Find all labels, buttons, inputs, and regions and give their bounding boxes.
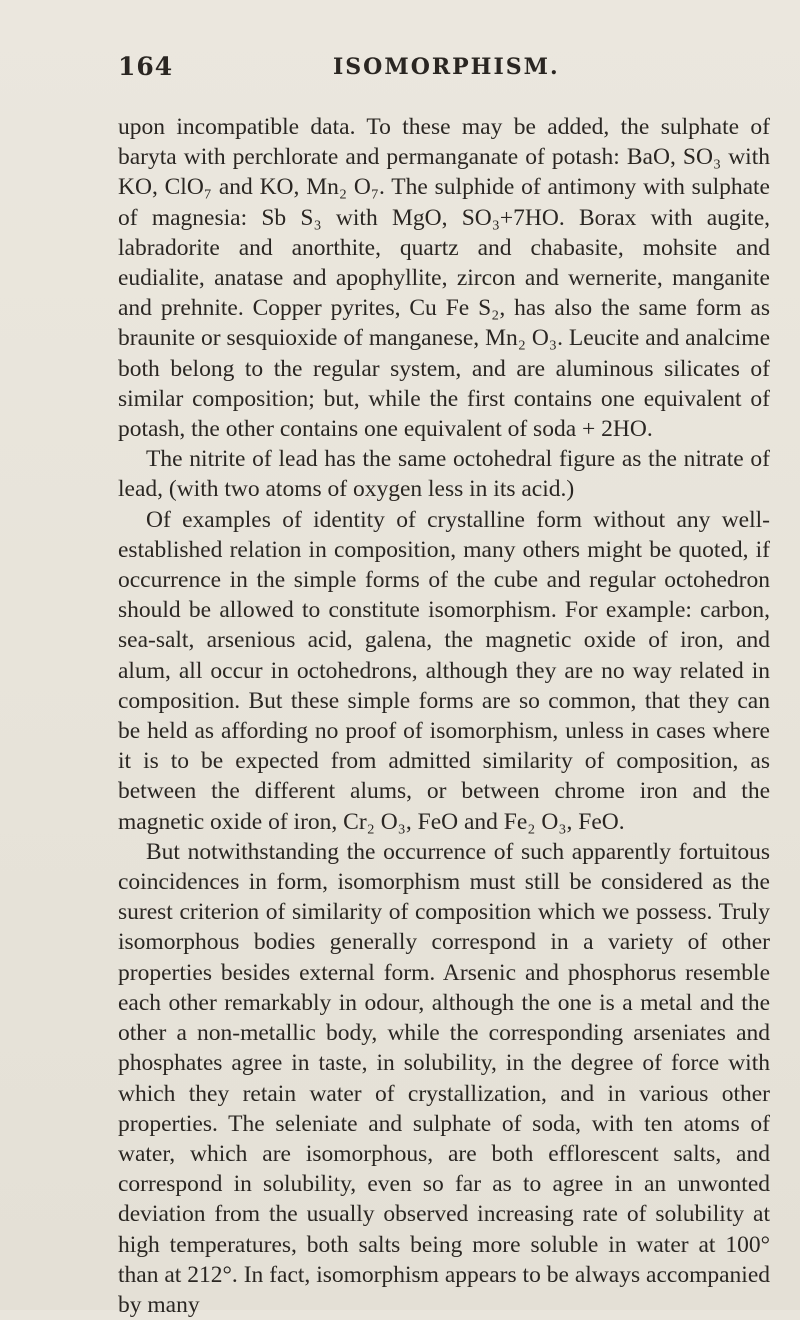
- page-number: 164: [118, 52, 174, 81]
- body-text: [118, 112, 770, 1320]
- running-head: ISOMORPHISM.: [333, 54, 560, 80]
- paragraph-1: upon incompatible data. To these may be added, the sulphate of baryta with perchlorate and permanganate of potash: BaO, SO₃ with KO, ClO₇ and KO, Mn₂ O₇. The sulphide of antimony with sulphate of magnesia: Sb S₃ with MgO, SO₃+7HO. Borax with augite, labradorite and anorthite, quartz and chabasite, mohsite and eudialite, anatase and apophyllite, zircon and wernerite, manganite and prehnite. Copper pyrites, Cu Fe S₂, has also the same form as braunite or sesquioxide of manganese, Mn₂ O₃. Leucite and analcime both belong to the regular system, and are aluminous silicates of similar composition; but, while the first contains one equivalent of potash, the other contains one equivalent of soda + 2HO.: [118, 114, 770, 443]
- paragraph-3: Of examples of identity of crystalline form without any well-established relation in composition, many others might be quoted, if occurrence in the simple forms of the cube and regular octohedron should be allowed to constitute isomorphism. For example: carbon, sea-salt, arsenious acid, galena, the magnetic oxide of iron, and alum, all occur in octohedrons, although they are no way related in composition. But these simple forms are so common, that they can be held as affording no proof of isomorphism, unless in cases where it is to be expected from admitted similarity of composition, as between the different alums, or between chrome iron and the magnetic oxide of iron, Cr₂ O₃, FeO and Fe₂ O₃, FeO.: [118, 506, 770, 835]
- page-header: [118, 52, 760, 92]
- paragraph-2: The nitrite of lead has the same octohedral figure as the nitrate of lead, (with two atoms of oxygen less in its acid.): [118, 446, 770, 503]
- paragraph-4: But notwithstanding the occurrence of such apparently fortuitous coincidences in form, isomorphism must still be considered as the surest criterion of similarity of composition which we possess. Truly isomorphous bodies generally correspond in a variety of other properties besides external form. Arsenic and phosphorus resemble each other remarkably in odour, although the one is a metal and the other a non-metallic body, while the corresponding arseniates and phosphates agree in taste, in solubility, in the degree of force with which they retain water of crystallization, and in various other properties. The seleniate and sulphate of soda, with ten atoms of water, which are isomorphous, are both efflorescent salts, and correspond in solubility, even so far as to agree in an unwonted deviation from the usually observed increasing rate of solubility at high temperatures, both salts being more soluble in water at 100° than at 212°. In fact, isomorphism appears to be always accompanied by many: [118, 838, 770, 1318]
